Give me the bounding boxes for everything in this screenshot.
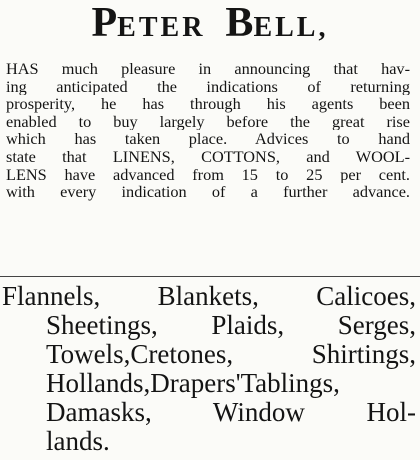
advertiser-name <box>0 2 420 44</box>
last-name-rest: ELL, <box>253 12 329 43</box>
announcement-line: prosperity, he has through his agents been <box>6 95 410 113</box>
announcement-line: enabled to buy largely before the great rise <box>6 112 410 131</box>
section-divider <box>0 276 420 277</box>
goods-line: Sheetings, Plaids, Serges, <box>46 311 416 340</box>
announcement-line: with every indication of a further advance. <box>6 183 410 201</box>
announcement-line: LENS have advanced from 15 to 25 per cent. <box>6 165 410 184</box>
goods-line: Damasks, Window Hol- <box>46 398 416 427</box>
goods-line: lands. <box>46 427 110 456</box>
goods-line: Towels,Cretones, Shirtings, <box>46 340 416 369</box>
goods-line: Hollands,Drapers'Tablings, <box>46 369 340 398</box>
announcement-line: which has taken place. Advices to hand <box>6 130 410 148</box>
goods-line: Flannels, Blankets, Calicoes, <box>2 282 416 311</box>
first-name-rest: ETER <box>117 12 206 43</box>
announcement-line: HAS much pleasure in announcing that hav- <box>6 60 410 78</box>
announcement-paragraph <box>6 60 410 201</box>
announcement-line: ing anticipated the indications of returning <box>6 77 410 96</box>
goods-list <box>0 282 416 456</box>
last-name-initial: B <box>225 0 254 46</box>
first-name-initial: P <box>91 0 118 46</box>
announcement-line: state that LINENS, COTTONS, and WOOL- <box>6 147 410 166</box>
